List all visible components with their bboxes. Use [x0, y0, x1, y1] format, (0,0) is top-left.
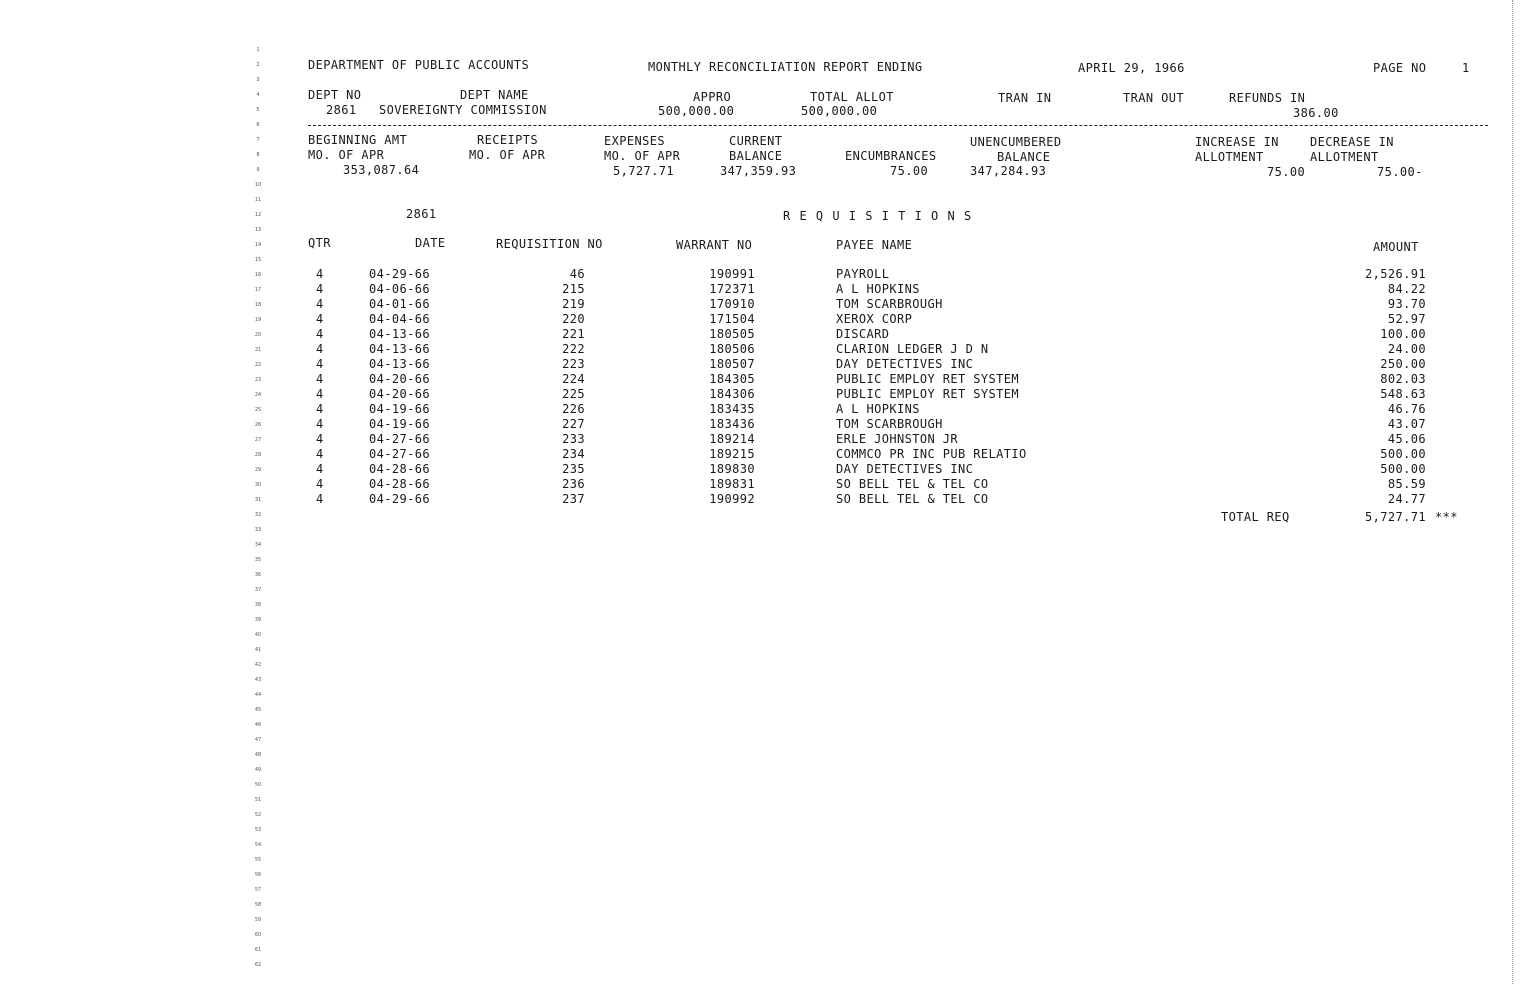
total-allot-value: 500,000.00	[801, 104, 878, 118]
row-date: 04-20-66	[369, 387, 430, 401]
table-row	[0, 492, 1530, 507]
margin-line-number: 55	[254, 857, 262, 863]
row-requisition-no: 233	[562, 432, 585, 446]
row-date: 04-28-66	[369, 477, 430, 491]
row-amount: 85.59	[1387, 477, 1426, 491]
row-requisition-no: 221	[562, 327, 585, 341]
row-qtr: 4	[316, 387, 324, 401]
separator-line	[308, 125, 1488, 126]
increase-value: 75.00	[1267, 165, 1306, 179]
total-amount: 5,727.71	[1365, 510, 1426, 524]
row-date: 04-29-66	[369, 267, 430, 281]
row-warrant-no: 189830	[709, 462, 755, 476]
row-qtr: 4	[316, 417, 324, 431]
col-qtr-header: QTR	[308, 236, 331, 250]
row-requisition-no: 46	[569, 267, 585, 281]
row-date: 04-13-66	[369, 327, 430, 341]
row-amount: 93.70	[1387, 297, 1426, 311]
unencumbered-sublabel: BALANCE	[997, 150, 1051, 164]
margin-line-number: 2	[256, 62, 260, 68]
margin-line-number: 28	[254, 452, 262, 458]
margin-line-number: 13	[254, 227, 262, 233]
margin-line-number: 15	[254, 257, 262, 263]
margin-line-number: 35	[254, 557, 262, 563]
row-amount: 500.00	[1380, 462, 1426, 476]
row-qtr: 4	[316, 312, 324, 326]
col-payee-header: PAYEE NAME	[836, 238, 913, 252]
row-requisition-no: 220	[562, 312, 585, 326]
table-row	[0, 477, 1530, 492]
row-amount: 46.76	[1387, 402, 1426, 416]
margin-line-number: 56	[254, 872, 262, 878]
decrease-sublabel: ALLOTMENT	[1310, 150, 1379, 164]
row-requisition-no: 237	[562, 492, 585, 506]
table-row	[0, 432, 1530, 447]
row-warrant-no: 180506	[709, 342, 755, 356]
row-amount: 250.00	[1380, 357, 1426, 371]
margin-line-number: 21	[254, 347, 262, 353]
current-label: CURRENT	[729, 134, 783, 148]
total-marker: ***	[1435, 510, 1458, 524]
report-title: MONTHLY RECONCILIATION REPORT ENDING	[648, 60, 923, 74]
row-warrant-no: 189831	[709, 477, 755, 491]
row-date: 04-28-66	[369, 462, 430, 476]
row-amount: 52.97	[1387, 312, 1426, 326]
col-date-header: DATE	[415, 236, 446, 250]
row-qtr: 4	[316, 477, 324, 491]
row-qtr: 4	[316, 297, 324, 311]
margin-line-number: 6	[256, 122, 260, 128]
margin-line-number: 38	[254, 602, 262, 608]
report-date: APRIL 29, 1966	[1078, 61, 1185, 75]
margin-line-number: 17	[254, 287, 262, 293]
page-number: 1	[1462, 61, 1470, 75]
tran-in-label: TRAN IN	[998, 91, 1052, 105]
margin-line-number: 31	[254, 497, 262, 503]
row-payee-name: A L HOPKINS	[836, 282, 920, 296]
row-amount: 45.06	[1387, 432, 1426, 446]
dept-no-label: DEPT NO	[308, 88, 362, 102]
margin-line-number: 36	[254, 572, 262, 578]
tran-out-label: TRAN OUT	[1123, 91, 1184, 105]
margin-line-number: 58	[254, 902, 262, 908]
margin-line-number: 12	[254, 212, 262, 218]
margin-line-number: 49	[254, 767, 262, 773]
row-requisition-no: 215	[562, 282, 585, 296]
table-row	[0, 357, 1530, 372]
margin-line-number: 60	[254, 932, 262, 938]
row-requisition-no: 219	[562, 297, 585, 311]
margin-line-number: 19	[254, 317, 262, 323]
row-payee-name: TOM SCARBROUGH	[836, 297, 943, 311]
margin-line-number: 5	[256, 107, 260, 113]
row-amount: 100.00	[1380, 327, 1426, 341]
beginning-amt-label: BEGINNING AMT	[308, 133, 408, 147]
margin-line-number: 44	[254, 692, 262, 698]
row-requisition-no: 222	[562, 342, 585, 356]
row-payee-name: CLARION LEDGER J D N	[836, 342, 989, 356]
margin-line-number: 57	[254, 887, 262, 893]
table-row	[0, 417, 1530, 432]
row-requisition-no: 225	[562, 387, 585, 401]
row-requisition-no: 226	[562, 402, 585, 416]
row-qtr: 4	[316, 402, 324, 416]
row-payee-name: DISCARD	[836, 327, 890, 341]
margin-line-number: 24	[254, 392, 262, 398]
encumbrances-value: 75.00	[890, 164, 929, 178]
table-row	[0, 267, 1530, 282]
margin-line-number: 46	[254, 722, 262, 728]
row-payee-name: SO BELL TEL & TEL CO	[836, 492, 989, 506]
margin-line-number: 52	[254, 812, 262, 818]
row-date: 04-20-66	[369, 372, 430, 386]
increase-sublabel: ALLOTMENT	[1195, 150, 1264, 164]
margin-line-number: 48	[254, 752, 262, 758]
row-qtr: 4	[316, 462, 324, 476]
row-payee-name: PUBLIC EMPLOY RET SYSTEM	[836, 387, 1019, 401]
row-warrant-no: 171504	[709, 312, 755, 326]
row-date: 04-27-66	[369, 432, 430, 446]
row-date: 04-13-66	[369, 342, 430, 356]
row-date: 04-13-66	[369, 357, 430, 371]
row-payee-name: DAY DETECTIVES INC	[836, 357, 974, 371]
row-date: 04-01-66	[369, 297, 430, 311]
increase-label: INCREASE IN	[1195, 135, 1279, 149]
row-amount: 24.77	[1387, 492, 1426, 506]
col-warrant-header: WARRANT NO	[676, 238, 753, 252]
refunds-in-label: REFUNDS IN	[1229, 91, 1306, 105]
section-dept-no: 2861	[406, 207, 437, 221]
col-amount-header: AMOUNT	[1373, 240, 1419, 254]
table-row	[0, 402, 1530, 417]
margin-line-number: 34	[254, 542, 262, 548]
row-qtr: 4	[316, 327, 324, 341]
row-warrant-no: 184305	[709, 372, 755, 386]
margin-line-number: 16	[254, 272, 262, 278]
margin-line-number: 33	[254, 527, 262, 533]
dept-name-label: DEPT NAME	[460, 88, 529, 102]
row-qtr: 4	[316, 282, 324, 296]
margin-line-number: 4	[256, 92, 260, 98]
beginning-amt-value: 353,087.64	[343, 163, 420, 177]
margin-line-number: 22	[254, 362, 262, 368]
margin-line-number: 43	[254, 677, 262, 683]
margin-line-number: 30	[254, 482, 262, 488]
row-date: 04-06-66	[369, 282, 430, 296]
margin-line-number: 7	[256, 137, 260, 143]
row-warrant-no: 190992	[709, 492, 755, 506]
encumbrances-label: ENCUMBRANCES	[845, 149, 937, 163]
row-warrant-no: 189215	[709, 447, 755, 461]
section-title: R E Q U I S I T I O N S	[783, 209, 973, 223]
margin-line-number: 25	[254, 407, 262, 413]
row-warrant-no: 189214	[709, 432, 755, 446]
dept-name-value: SOVEREIGNTY COMMISSION	[379, 103, 547, 117]
appro-value: 500,000.00	[658, 104, 735, 118]
appro-label: APPRO	[693, 90, 732, 104]
row-warrant-no: 190991	[709, 267, 755, 281]
margin-line-number: 23	[254, 377, 262, 383]
margin-line-number: 59	[254, 917, 262, 923]
row-date: 04-29-66	[369, 492, 430, 506]
expenses-sublabel: MO. OF APR	[604, 149, 681, 163]
margin-line-number: 39	[254, 617, 262, 623]
expenses-label: EXPENSES	[604, 134, 665, 148]
row-payee-name: DAY DETECTIVES INC	[836, 462, 974, 476]
table-row	[0, 447, 1530, 462]
margin-line-number: 53	[254, 827, 262, 833]
table-row	[0, 372, 1530, 387]
row-qtr: 4	[316, 357, 324, 371]
row-date: 04-19-66	[369, 417, 430, 431]
margin-line-number: 11	[254, 197, 262, 203]
row-warrant-no: 172371	[709, 282, 755, 296]
current-sublabel: BALANCE	[729, 149, 783, 163]
beginning-amt-sublabel: MO. OF APR	[308, 148, 385, 162]
row-amount: 43.07	[1387, 417, 1426, 431]
row-payee-name: COMMCO PR INC PUB RELATIO	[836, 447, 1027, 461]
total-label: TOTAL REQ	[1221, 510, 1290, 524]
department-title: DEPARTMENT OF PUBLIC ACCOUNTS	[308, 58, 530, 72]
row-warrant-no: 183435	[709, 402, 755, 416]
row-payee-name: SO BELL TEL & TEL CO	[836, 477, 989, 491]
row-amount: 24.00	[1387, 342, 1426, 356]
margin-line-number: 8	[256, 152, 260, 158]
unencumbered-balance-value: 347,284.93	[970, 164, 1047, 178]
margin-line-number: 47	[254, 737, 262, 743]
margin-line-number: 26	[254, 422, 262, 428]
row-amount: 84.22	[1387, 282, 1426, 296]
table-row	[0, 342, 1530, 357]
unencumbered-label: UNENCUMBERED	[970, 135, 1062, 149]
margin-line-number: 32	[254, 512, 262, 518]
row-date: 04-04-66	[369, 312, 430, 326]
row-amount: 802.03	[1380, 372, 1426, 386]
row-warrant-no: 180505	[709, 327, 755, 341]
table-row	[0, 327, 1530, 342]
row-requisition-no: 236	[562, 477, 585, 491]
total-allot-label: TOTAL ALLOT	[810, 90, 894, 104]
row-warrant-no: 170910	[709, 297, 755, 311]
margin-line-number: 1	[256, 47, 260, 53]
margin-line-number: 61	[254, 947, 262, 953]
row-requisition-no: 234	[562, 447, 585, 461]
receipts-label: RECEIPTS	[477, 133, 538, 147]
row-requisition-no: 223	[562, 357, 585, 371]
row-date: 04-19-66	[369, 402, 430, 416]
margin-line-number: 62	[254, 962, 262, 968]
row-qtr: 4	[316, 432, 324, 446]
table-row	[0, 387, 1530, 402]
row-amount: 548.63	[1380, 387, 1426, 401]
margin-line-number: 10	[254, 182, 262, 188]
row-payee-name: PAYROLL	[836, 267, 890, 281]
row-qtr: 4	[316, 447, 324, 461]
row-requisition-no: 235	[562, 462, 585, 476]
page-label: PAGE NO	[1373, 61, 1427, 75]
margin-line-number: 20	[254, 332, 262, 338]
table-row	[0, 312, 1530, 327]
margin-line-number: 9	[256, 167, 260, 173]
expenses-value: 5,727.71	[613, 164, 674, 178]
row-qtr: 4	[316, 342, 324, 356]
row-payee-name: TOM SCARBROUGH	[836, 417, 943, 431]
table-row	[0, 462, 1530, 477]
row-payee-name: XEROX CORP	[836, 312, 913, 326]
margin-line-number: 50	[254, 782, 262, 788]
dept-no-value: 2861	[326, 103, 357, 117]
row-warrant-no: 183436	[709, 417, 755, 431]
margin-line-number: 45	[254, 707, 262, 713]
row-payee-name: ERLE JOHNSTON JR	[836, 432, 958, 446]
margin-line-number: 51	[254, 797, 262, 803]
row-qtr: 4	[316, 492, 324, 506]
margin-line-number: 40	[254, 632, 262, 638]
receipts-sublabel: MO. OF APR	[469, 148, 546, 162]
row-qtr: 4	[316, 372, 324, 386]
margin-line-number: 37	[254, 587, 262, 593]
margin-line-number: 42	[254, 662, 262, 668]
row-warrant-no: 180507	[709, 357, 755, 371]
row-payee-name: PUBLIC EMPLOY RET SYSTEM	[836, 372, 1019, 386]
row-payee-name: A L HOPKINS	[836, 402, 920, 416]
table-row	[0, 282, 1530, 297]
current-balance-value: 347,359.93	[720, 164, 797, 178]
row-qtr: 4	[316, 267, 324, 281]
row-requisition-no: 224	[562, 372, 585, 386]
row-date: 04-27-66	[369, 447, 430, 461]
margin-line-number: 14	[254, 242, 262, 248]
row-requisition-no: 227	[562, 417, 585, 431]
row-warrant-no: 184306	[709, 387, 755, 401]
row-amount: 500.00	[1380, 447, 1426, 461]
margin-line-number: 27	[254, 437, 262, 443]
margin-line-number: 41	[254, 647, 262, 653]
margin-line-number: 54	[254, 842, 262, 848]
margin-line-number: 3	[256, 77, 260, 83]
decrease-value: 75.00-	[1377, 165, 1423, 179]
margin-line-number: 29	[254, 467, 262, 473]
table-row	[0, 297, 1530, 312]
decrease-label: DECREASE IN	[1310, 135, 1394, 149]
row-amount: 2,526.91	[1365, 267, 1426, 281]
refunds-in-value: 386.00	[1293, 106, 1339, 120]
margin-line-number: 18	[254, 302, 262, 308]
col-requisition-header: REQUISITION NO	[496, 237, 603, 251]
